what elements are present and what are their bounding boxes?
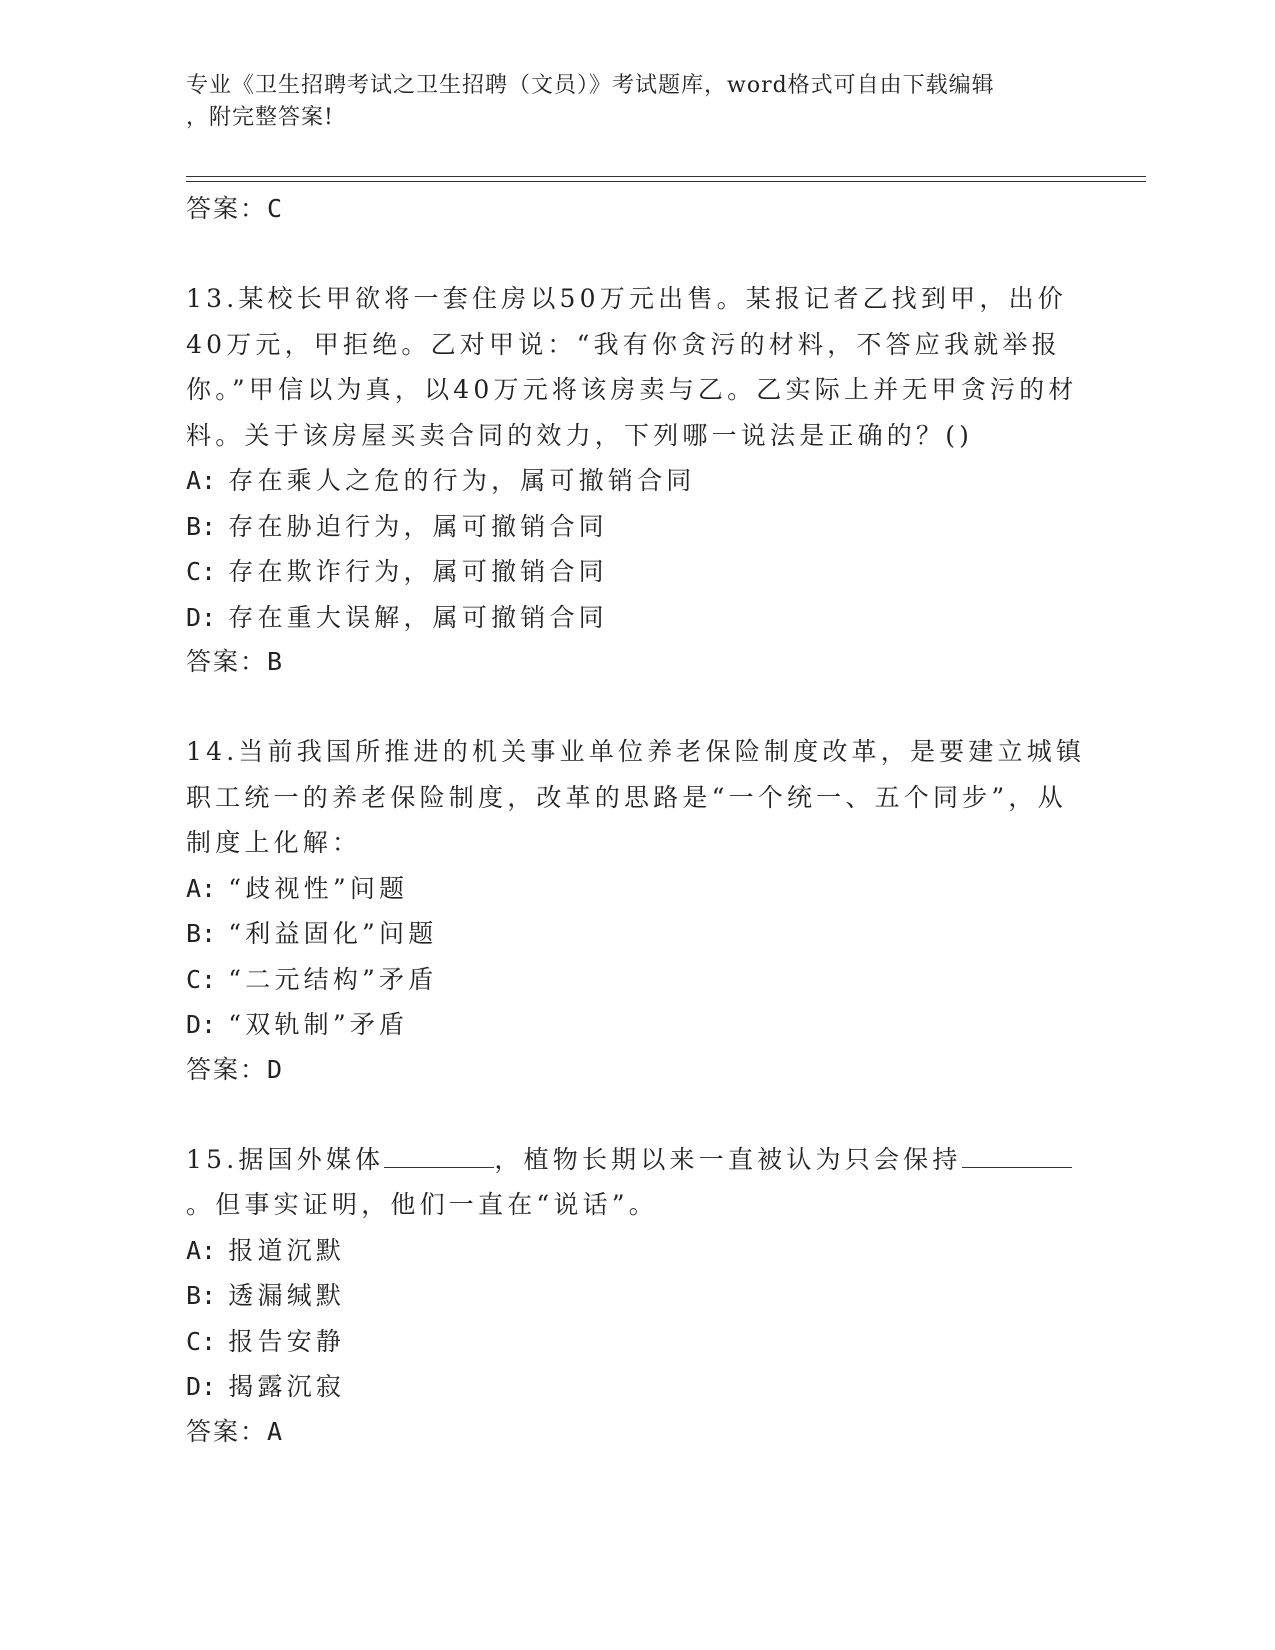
answer-line — [186, 640, 1086, 684]
answer-label: 答案： — [186, 1416, 268, 1446]
question-stem: 14.当前我国所推进的机关事业单位养老保险制度改革，是要建立城镇职工统一的养老保险制度，改革的思路是“一个统一、五个同步”，从制度上化解： — [186, 737, 1086, 857]
option-key: D: — [186, 1010, 217, 1039]
option-key: C: — [186, 557, 217, 586]
option-text: 存在欺诈行为，属可撤销合同 — [228, 557, 608, 586]
option-c — [186, 1319, 1086, 1365]
option-text: 存在胁迫行为，属可撤销合同 — [228, 511, 608, 541]
answer-label: 答案： — [186, 194, 268, 223]
question-15 — [186, 1137, 1086, 1454]
option-key: D: — [186, 602, 217, 632]
option-text: 存在重大误解，属可撤销合同 — [228, 602, 608, 632]
question-stem — [186, 1137, 1086, 1228]
header-rule-top — [186, 176, 1146, 177]
option-key: D: — [186, 1372, 217, 1401]
option-text: 存在乘人之危的行为，属可撤销合同 — [228, 466, 696, 495]
answer-label: 答案： — [186, 647, 268, 676]
question-list — [186, 187, 1086, 1454]
option-a — [186, 1228, 1086, 1274]
option-key: C: — [186, 1326, 217, 1356]
stem-part-2: ，植物长期以来一直被认为只会保持 — [494, 1144, 962, 1174]
option-text: 透漏缄默 — [228, 1281, 346, 1310]
option-key: C: — [186, 964, 217, 994]
option-text: “双轨制”矛盾 — [228, 1010, 409, 1039]
option-text: “二元结构”矛盾 — [228, 964, 438, 994]
question-14 — [186, 729, 1086, 1092]
option-c — [186, 549, 1086, 595]
header-rule-bottom — [186, 181, 1146, 182]
header-line-1: 专业《卫生招聘考试之卫生招聘（文员）》考试题库，word格式可自由下载编辑 — [186, 73, 995, 98]
fill-blank — [384, 1145, 494, 1168]
stem-part-1: 15.据国外媒体 — [186, 1144, 385, 1174]
option-b — [186, 1273, 1086, 1319]
option-text: 揭露沉寂 — [228, 1372, 346, 1401]
option-d — [186, 1364, 1086, 1410]
answer-line — [186, 1410, 1086, 1454]
option-c — [186, 957, 1086, 1003]
option-text: “利益固化”问题 — [228, 919, 438, 948]
fill-blank — [962, 1145, 1072, 1168]
option-key: B: — [186, 511, 217, 541]
option-b — [186, 911, 1086, 957]
question-13 — [186, 276, 1086, 684]
answer-line-prev — [186, 187, 1086, 231]
answer-value: A — [267, 1416, 284, 1446]
option-key: A: — [186, 873, 217, 903]
answer-value: C — [267, 194, 284, 223]
option-a — [186, 866, 1086, 912]
option-b — [186, 504, 1086, 550]
option-key: B: — [186, 919, 217, 948]
option-text: “歧视性”问题 — [228, 873, 409, 903]
answer-line — [186, 1048, 1086, 1092]
option-d — [186, 595, 1086, 641]
option-d — [186, 1002, 1086, 1048]
option-a — [186, 458, 1086, 504]
document-header — [186, 70, 1066, 134]
option-text: 报告安静 — [228, 1326, 346, 1356]
answer-value: B — [267, 647, 284, 676]
stem-part-3: 。但事实证明，他们一直在“说话”。 — [186, 1190, 658, 1219]
header-line-2: ，附完整答案! — [186, 105, 334, 130]
answer-value: D — [267, 1054, 284, 1084]
option-key: B: — [186, 1281, 217, 1310]
answer-label: 答案： — [186, 1054, 268, 1084]
option-key: A: — [186, 466, 217, 495]
option-text: 报道沉默 — [228, 1235, 346, 1265]
question-stem: 13.某校长甲欲将一套住房以50万元出售。某报记者乙找到甲，出价40万元，甲拒绝。乙对甲说：“我有你贪污的材料，不答应我就举报你。”甲信以为真，以40万元将该房卖与乙。乙实际上并无甲贪污的材料。关于该房屋买卖合同的效力，下列哪一说法是正确的？() — [186, 284, 1078, 450]
option-key: A: — [186, 1235, 217, 1265]
